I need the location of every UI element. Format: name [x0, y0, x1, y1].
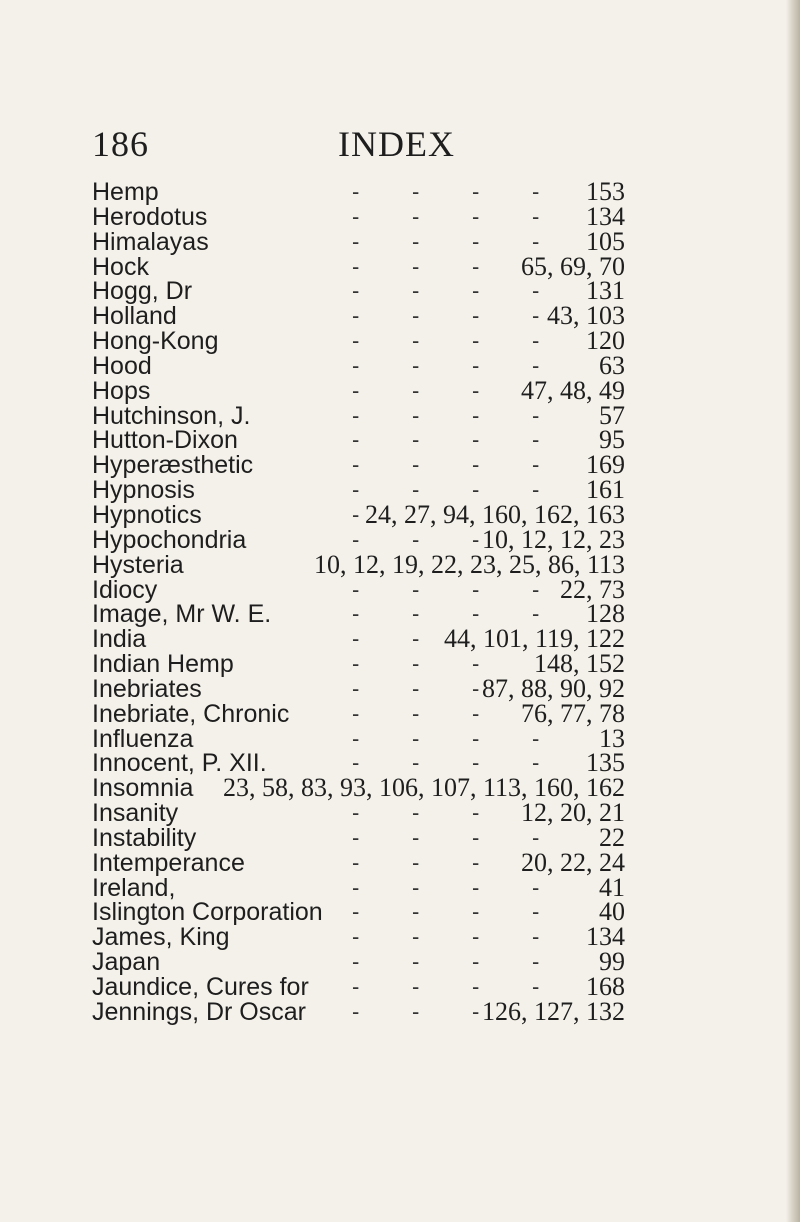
- index-pages: 148, 152: [534, 649, 625, 679]
- index-pages: 76, 77, 78: [521, 698, 625, 728]
- leader-dash: -: [532, 303, 540, 329]
- leader-dash: -: [352, 253, 360, 279]
- index-term: Holland: [92, 302, 177, 331]
- index-pages: 134: [586, 922, 625, 952]
- index-pages: 12, 20, 21: [521, 798, 625, 828]
- leader-dash: -: [412, 725, 420, 751]
- index-term: Inebriates: [92, 674, 202, 703]
- leader-dash: -: [412, 377, 420, 403]
- leader-dash: -: [412, 601, 420, 627]
- leader-dash: -: [352, 849, 360, 875]
- index-pages: 41: [599, 872, 625, 902]
- leader-dash: -: [472, 328, 480, 354]
- index-pages: 169: [586, 450, 625, 480]
- index-term: Japan: [92, 948, 161, 977]
- leader-dash: -: [352, 998, 360, 1024]
- leader-dash: -: [352, 576, 360, 602]
- index-term: Hutchinson, J.: [92, 401, 251, 430]
- index-entry: [92, 599, 732, 629]
- index-term: Hogg, Dr: [92, 277, 193, 306]
- index-entry: [92, 723, 732, 753]
- leader-dash: -: [352, 477, 360, 503]
- index-pages: 10, 12, 12, 23: [482, 524, 625, 554]
- leader-dash: -: [412, 750, 420, 776]
- leader-dash: -: [412, 402, 420, 428]
- leader-dash: -: [412, 352, 420, 378]
- index-entry: [92, 972, 732, 1001]
- index-entry: [92, 574, 732, 604]
- index-term: Insomnia: [92, 774, 194, 803]
- leader-dash: -: [352, 501, 360, 527]
- index-entry: [92, 524, 732, 554]
- index-pages: 87, 88, 90, 92: [482, 673, 625, 703]
- index-entry: [92, 499, 732, 529]
- leader-dash: -: [532, 949, 540, 975]
- index-term: India: [92, 625, 147, 654]
- index-term: Instability: [92, 823, 197, 852]
- leader-dash: -: [352, 203, 360, 229]
- index-term: Hutton-Dixon: [92, 426, 238, 455]
- leader-dash: -: [352, 651, 360, 677]
- leader-dash: -: [472, 303, 480, 329]
- leader-dash: -: [412, 427, 420, 453]
- index-entry: [92, 773, 732, 803]
- leader-dash: -: [532, 477, 540, 503]
- leader-dash: -: [472, 526, 480, 552]
- index-pages: 57: [599, 400, 625, 430]
- leader-dash: -: [412, 899, 420, 925]
- index-pages: 135: [586, 748, 625, 778]
- index-term: Insanity: [92, 799, 179, 828]
- index-term: Indian Hemp: [92, 650, 234, 679]
- leader-dash: -: [352, 949, 360, 975]
- index-pages: 44, 101, 119, 122: [443, 624, 625, 654]
- leader-dash: -: [352, 601, 360, 627]
- index-pages: 40: [599, 897, 625, 927]
- leader-dash: -: [352, 402, 360, 428]
- leader-dash: -: [472, 899, 480, 925]
- index-term: Jaundice, Cures for: [92, 973, 309, 1001]
- index-pages: 95: [599, 425, 625, 455]
- index-pages: 105: [586, 226, 625, 256]
- leader-dash: -: [412, 576, 420, 602]
- index-entry: [92, 798, 732, 828]
- leader-dash: -: [352, 750, 360, 776]
- leader-dash: -: [352, 352, 360, 378]
- leader-dash: -: [532, 924, 540, 950]
- index-term: Idiocy: [92, 575, 158, 604]
- leader-dash: -: [472, 427, 480, 453]
- leader-dash: -: [472, 675, 480, 701]
- index-pages: 99: [599, 947, 625, 977]
- leader-dash: -: [532, 874, 540, 900]
- index-entry: [92, 226, 732, 256]
- index-term: Hood: [92, 351, 152, 380]
- index-pages: 65, 69, 70: [521, 251, 625, 281]
- leader-dash: -: [352, 700, 360, 726]
- index-pages: 128: [586, 599, 625, 629]
- leader-dash: -: [352, 278, 360, 304]
- leader-dash: -: [472, 253, 480, 279]
- leader-dash: -: [472, 452, 480, 478]
- page-header: [92, 123, 652, 173]
- page-number: 186: [92, 124, 149, 164]
- leader-dash: -: [412, 924, 420, 950]
- leader-dash: -: [352, 924, 360, 950]
- leader-dash: -: [532, 402, 540, 428]
- leader-dash: -: [412, 626, 420, 652]
- leader-dash: -: [532, 427, 540, 453]
- index-pages: 134: [586, 201, 625, 231]
- leader-dash: -: [352, 725, 360, 751]
- leader-dash: -: [472, 874, 480, 900]
- index-pages: 47, 48, 49: [521, 375, 625, 405]
- leader-dash: -: [532, 601, 540, 627]
- leader-dash: -: [532, 328, 540, 354]
- leader-dash: -: [352, 179, 360, 204]
- index-entry: [92, 450, 732, 480]
- index-term: Ireland,: [92, 873, 176, 902]
- leader-dash: -: [472, 601, 480, 627]
- index-term: Hysteria: [92, 550, 184, 579]
- leader-dash: -: [472, 998, 480, 1024]
- leader-dash: -: [412, 179, 420, 204]
- index-entry: [92, 673, 732, 703]
- leader-dash: -: [532, 750, 540, 776]
- leader-dash: -: [412, 651, 420, 677]
- leader-dash: -: [352, 303, 360, 329]
- index-entry: [92, 301, 732, 331]
- index-entry: [92, 549, 732, 579]
- index-entry: [92, 897, 732, 927]
- leader-dash: -: [412, 998, 420, 1024]
- leader-dash: -: [352, 377, 360, 403]
- index-entry: [92, 400, 732, 430]
- index-entry: [92, 425, 732, 455]
- leader-dash: -: [352, 675, 360, 701]
- leader-dash: -: [352, 452, 360, 478]
- index-term: Inebriate, Chronic: [92, 699, 290, 728]
- index-pages: 10, 12, 19, 22, 23, 25, 86, 113: [313, 549, 625, 579]
- index-term: Hemp: [92, 178, 159, 206]
- leader-dash: -: [412, 203, 420, 229]
- index-term: Islington Corporation: [92, 898, 323, 927]
- index-pages: 161: [586, 475, 625, 505]
- index-entry: [92, 326, 732, 356]
- index-pages: 120: [586, 326, 625, 356]
- leader-dash: -: [472, 849, 480, 875]
- leader-dash: -: [352, 974, 360, 999]
- leader-dash: -: [412, 526, 420, 552]
- index-entry: [92, 947, 732, 977]
- leader-dash: -: [472, 750, 480, 776]
- leader-dash: -: [472, 651, 480, 677]
- leader-dash: -: [472, 700, 480, 726]
- index-pages: 24, 27, 94, 160, 162, 163: [365, 499, 625, 529]
- leader-dash: -: [472, 974, 480, 999]
- index-term: Influenza: [92, 724, 194, 753]
- index-entry: [92, 922, 732, 952]
- leader-dash: -: [352, 899, 360, 925]
- running-title: INDEX: [338, 124, 455, 164]
- index-term: Hyperæsthetic: [92, 451, 254, 480]
- leader-dash: -: [472, 203, 480, 229]
- index-pages: 13: [599, 723, 625, 753]
- index-term: Hypnosis: [92, 476, 195, 505]
- index-pages: 153: [586, 177, 625, 206]
- leader-dash: -: [532, 203, 540, 229]
- leader-dash: -: [412, 700, 420, 726]
- index-term: Intemperance: [92, 848, 245, 877]
- index-pages: 43, 103: [547, 301, 625, 331]
- index-entries: [92, 177, 732, 1026]
- index-pages: 23, 58, 83, 93, 106, 107, 113, 160, 162: [222, 773, 625, 803]
- index-term: Jennings, Dr Oscar: [92, 997, 306, 1026]
- leader-dash: -: [352, 526, 360, 552]
- index-term: Hock: [92, 252, 149, 281]
- leader-dash: -: [532, 824, 540, 850]
- index-pages: 63: [599, 350, 625, 380]
- leader-dash: -: [472, 179, 480, 204]
- leader-dash: -: [532, 452, 540, 478]
- leader-dash: -: [472, 824, 480, 850]
- index-entry: [92, 698, 732, 728]
- leader-dash: -: [532, 228, 540, 254]
- index-entry: [92, 624, 732, 654]
- leader-dash: -: [352, 427, 360, 453]
- index-entry: [92, 177, 732, 206]
- index-entry: [92, 251, 732, 281]
- leader-dash: -: [472, 377, 480, 403]
- leader-dash: -: [532, 278, 540, 304]
- leader-dash: -: [412, 874, 420, 900]
- page-edge-shadow: [786, 0, 800, 1222]
- index-term: Hops: [92, 376, 151, 405]
- leader-dash: -: [412, 974, 420, 999]
- leader-dash: -: [532, 179, 540, 204]
- leader-dash: -: [472, 576, 480, 602]
- leader-dash: -: [472, 725, 480, 751]
- leader-dash: -: [412, 328, 420, 354]
- leader-dash: -: [472, 924, 480, 950]
- index-pages: 168: [586, 972, 625, 1001]
- index-entry: [92, 822, 732, 852]
- leader-dash: -: [532, 974, 540, 999]
- leader-dash: -: [472, 402, 480, 428]
- leader-dash: -: [412, 675, 420, 701]
- index-entry: [92, 201, 732, 231]
- index-entry: [92, 872, 732, 902]
- leader-dash: -: [412, 228, 420, 254]
- leader-dash: -: [352, 874, 360, 900]
- index-term: Herodotus: [92, 202, 208, 231]
- leader-dash: -: [412, 824, 420, 850]
- index-term: Himalayas: [92, 227, 209, 256]
- index-entry: [92, 847, 732, 877]
- index-pages: 131: [586, 276, 625, 306]
- leader-dash: -: [352, 328, 360, 354]
- leader-dash: -: [472, 800, 480, 826]
- index-pages: 22, 73: [560, 574, 625, 604]
- leader-dash: -: [412, 949, 420, 975]
- index-entry: [92, 350, 732, 380]
- index-entry: [92, 649, 732, 679]
- leader-dash: -: [472, 352, 480, 378]
- index-term: Hong-Kong: [92, 327, 219, 356]
- leader-dash: -: [412, 477, 420, 503]
- index-term: Image, Mr W. E.: [92, 600, 272, 629]
- leader-dash: -: [352, 824, 360, 850]
- leader-dash: -: [532, 725, 540, 751]
- leader-dash: -: [352, 626, 360, 652]
- index-entry: [92, 276, 732, 306]
- leader-dash: -: [412, 800, 420, 826]
- leader-dash: -: [472, 228, 480, 254]
- leader-dash: -: [472, 949, 480, 975]
- leader-dash: -: [412, 452, 420, 478]
- index-pages: 20, 22, 24: [521, 847, 625, 877]
- leader-dash: -: [352, 800, 360, 826]
- leader-dash: -: [352, 228, 360, 254]
- leader-dash: -: [412, 849, 420, 875]
- index-term: Hypnotics: [92, 500, 202, 529]
- leader-dash: -: [532, 576, 540, 602]
- leader-dash: -: [412, 278, 420, 304]
- leader-dash: -: [472, 278, 480, 304]
- index-entry: [92, 996, 732, 1026]
- leader-dash: -: [412, 303, 420, 329]
- index-term: Innocent, P. XII.: [92, 749, 267, 778]
- index-pages: 22: [599, 822, 625, 852]
- leader-dash: -: [532, 899, 540, 925]
- index-pages: 126, 127, 132: [482, 996, 625, 1026]
- index-entry: [92, 375, 732, 405]
- index-term: James, King: [92, 923, 230, 952]
- index-term: Hypochondria: [92, 525, 247, 554]
- leader-dash: -: [412, 253, 420, 279]
- leader-dash: -: [532, 352, 540, 378]
- leader-dash: -: [472, 477, 480, 503]
